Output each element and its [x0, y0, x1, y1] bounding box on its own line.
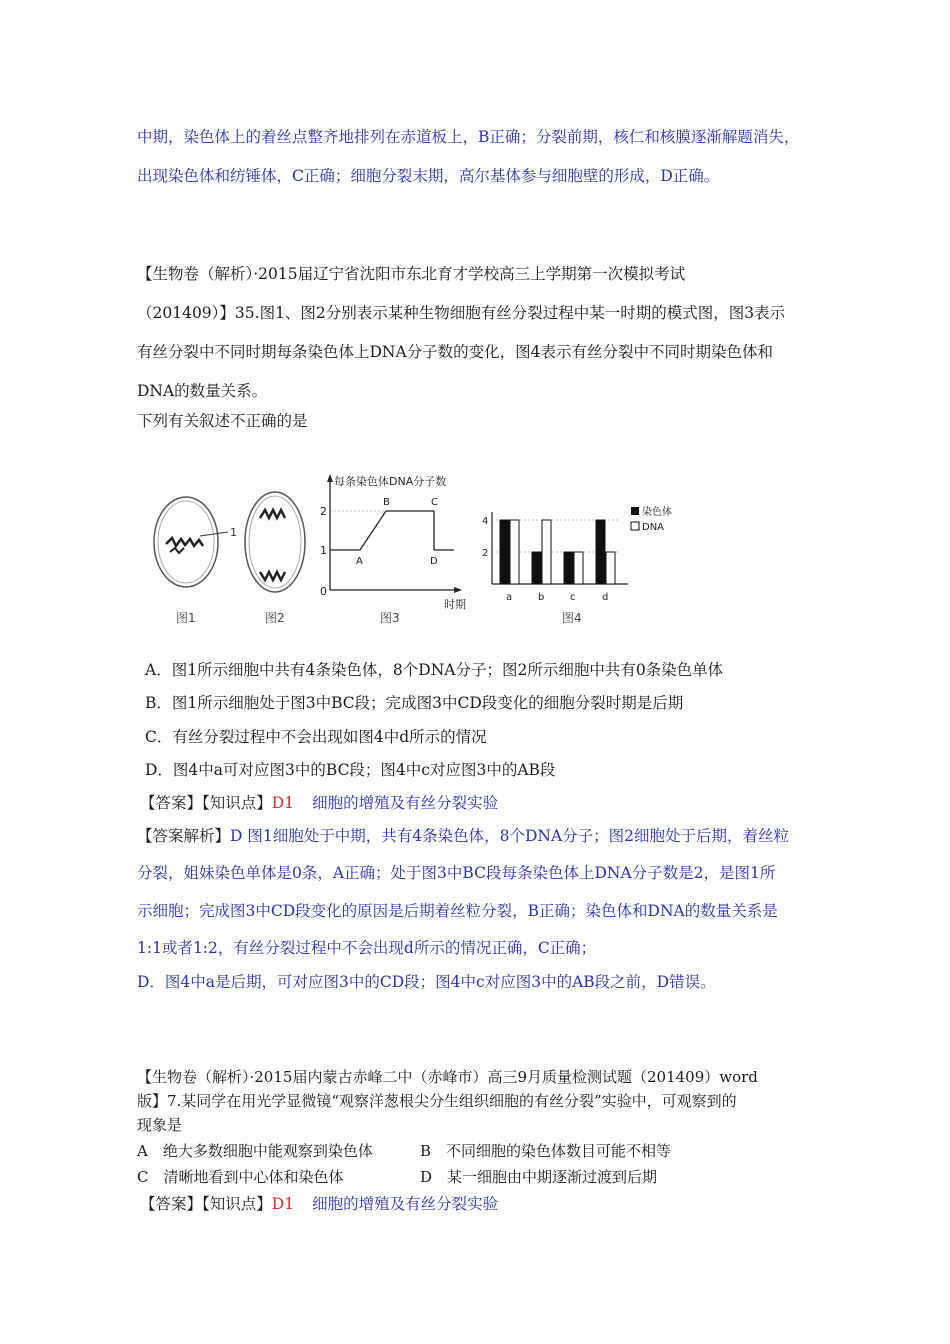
bar-a-dna	[510, 520, 519, 584]
fig4-category-c: c	[570, 592, 576, 603]
q35-stem-line-1: （201409）】35.图1、图2分别表示某种生物细胞有丝分裂过程中某一时期的模式图，图3表示	[137, 304, 786, 322]
bar-d-chromosome	[596, 520, 605, 584]
q35-analysis-line-5: D．图4中a是后期，可对应图3中的CD段；图4中c对应图3中的AB段之前，D错误。	[137, 973, 716, 991]
fig3-y-axis-label: 每条染色体DNA分子数	[334, 475, 447, 488]
fig3-dna-per-chromosome-chart	[320, 474, 466, 625]
fig4-ytick-4: 4	[482, 516, 489, 527]
q35-analysis-line-4: 1:1或者1:2，有丝分裂过程中不会出现d所示的情况正确，C正确；	[137, 939, 597, 957]
fig4-legend-chromosome: 染色体	[642, 507, 672, 518]
fig3-point-a: A	[356, 556, 363, 567]
legend-swatch-dna	[631, 522, 639, 530]
answer-analysis-continuation-line-1: 中期，染色体上的着丝点整齐地排列在赤道板上，B正确；分裂前期，核仁和核膜逐渐解题消失，	[137, 128, 800, 146]
q7-option-b: B 不同细胞的染色体数目可能不相等	[420, 1142, 672, 1160]
fig1-pointer-label: 1	[230, 526, 237, 539]
bar-b-chromosome	[532, 552, 541, 584]
fig3-ytick-1: 1	[320, 544, 327, 557]
fig2-label: 图2	[265, 611, 285, 625]
fig3-label: 图3	[380, 611, 400, 625]
q35-analysis-line-3: 示细胞；完成图3中CD段变化的原因是后期着丝粒分裂，B正确；染色体和DNA的数量关系是	[137, 902, 778, 920]
fig4-legend-dna: DNA	[642, 522, 665, 533]
fig3-x-axis-label: 时期	[444, 598, 466, 611]
q35-analysis-line-1	[137, 824, 789, 846]
q7-answer-label: 【答案】【知识点】	[140, 1195, 272, 1213]
q35-option-d: D．图4中a可对应图3中的BC段；图4中c对应图3中的AB段	[145, 761, 556, 779]
fig3-point-c: C	[431, 497, 438, 508]
q7-answer-row	[140, 1192, 498, 1214]
q35-answer-row	[140, 791, 498, 813]
fig4-bar-chart	[482, 505, 672, 625]
q35-source-line: 【生物卷（解析）·2015届辽宁省沈阳市东北育才学校高三上学期第一次模拟考试	[137, 265, 686, 283]
q35-knowledge-code: D1	[271, 794, 295, 812]
q7-source-line: 【生物卷（解析）·2015届内蒙古赤峰二中（赤峰市）高三9月质量检测试题（201409）word	[137, 1068, 758, 1086]
q35-answer-label: 【答案】【知识点】	[140, 794, 272, 812]
fig4-category-b: b	[538, 592, 545, 603]
fig2-anaphase-cell	[245, 492, 305, 625]
fig4-category-a: a	[506, 592, 513, 603]
q7-option-c: C 清晰地看到中心体和染色体	[137, 1168, 344, 1186]
fig3-ytick-0: 0	[320, 585, 327, 598]
fig4-category-d: d	[602, 592, 609, 603]
bar-c-dna	[574, 552, 583, 584]
legend-swatch-chromosome	[631, 507, 639, 515]
q35-question: 下列有关叙述不正确的是	[137, 412, 308, 430]
q7-option-d: D 某一细胞由中期逐渐过渡到后期	[420, 1168, 658, 1186]
bar-d-dna	[606, 552, 615, 584]
q35-option-b: B．图1所示细胞处于图3中BC段；完成图3中CD段变化的细胞分裂时期是后期	[145, 694, 684, 712]
fig1-metaphase-cell	[154, 497, 237, 625]
fig4-ytick-2: 2	[482, 548, 489, 559]
q7-option-a: A 绝大多数细胞中能观察到染色体	[137, 1142, 373, 1160]
fig4-label: 图4	[562, 611, 582, 625]
fig3-ytick-2: 2	[320, 505, 327, 518]
q7-stem-line-1: 版】7.某同学在用光学显微镜“观察洋葱根尖分生组织细胞的有丝分裂”实验中，可观察到的	[137, 1092, 737, 1110]
q35-option-a: A．图1所示细胞中共有4条染色体，8个DNA分子；图2所示细胞中共有0条染色单体	[145, 661, 724, 679]
q35-analysis-label: 【答案解析】	[137, 827, 231, 845]
q7-knowledge-text: 细胞的增殖及有丝分裂实验	[312, 1195, 499, 1213]
q35-option-c: C．有丝分裂过程中不会出现如图4中d所示的情况	[145, 728, 487, 746]
q35-analysis-line-2: 分裂，姐妹染色单体是0条，A正确；处于图3中BC段每条染色体上DNA分子数是2，是图1所	[137, 864, 776, 882]
q7-stem-line-2: 现象是	[137, 1116, 183, 1134]
answer-analysis-continuation-line-2: 出现染色体和纺锤体，C正确；细胞分裂末期，高尔基体参与细胞壁的形成，D正确。	[137, 167, 720, 185]
q35-analysis-text-1: D 图1细胞处于中期，共有4条染色体，8个DNA分子；图2细胞处于后期，着丝粒	[230, 827, 790, 845]
fig1-label: 图1	[176, 611, 196, 625]
q7-knowledge-code: D1	[271, 1195, 295, 1213]
bar-c-chromosome	[564, 552, 573, 584]
bar-a-chromosome	[500, 520, 509, 584]
q35-knowledge-text: 细胞的增殖及有丝分裂实验	[312, 794, 499, 812]
fig3-point-b: B	[383, 497, 390, 508]
q35-figure	[148, 462, 672, 632]
bar-b-dna	[542, 520, 551, 584]
figure-svg	[148, 462, 672, 632]
fig3-point-d: D	[430, 556, 438, 567]
q35-stem-line-2: 有丝分裂中不同时期每条染色体上DNA分子数的变化，图4表示有丝分裂中不同时期染色体和	[137, 343, 774, 361]
q35-stem-line-3: DNA的数量关系。	[137, 382, 268, 400]
